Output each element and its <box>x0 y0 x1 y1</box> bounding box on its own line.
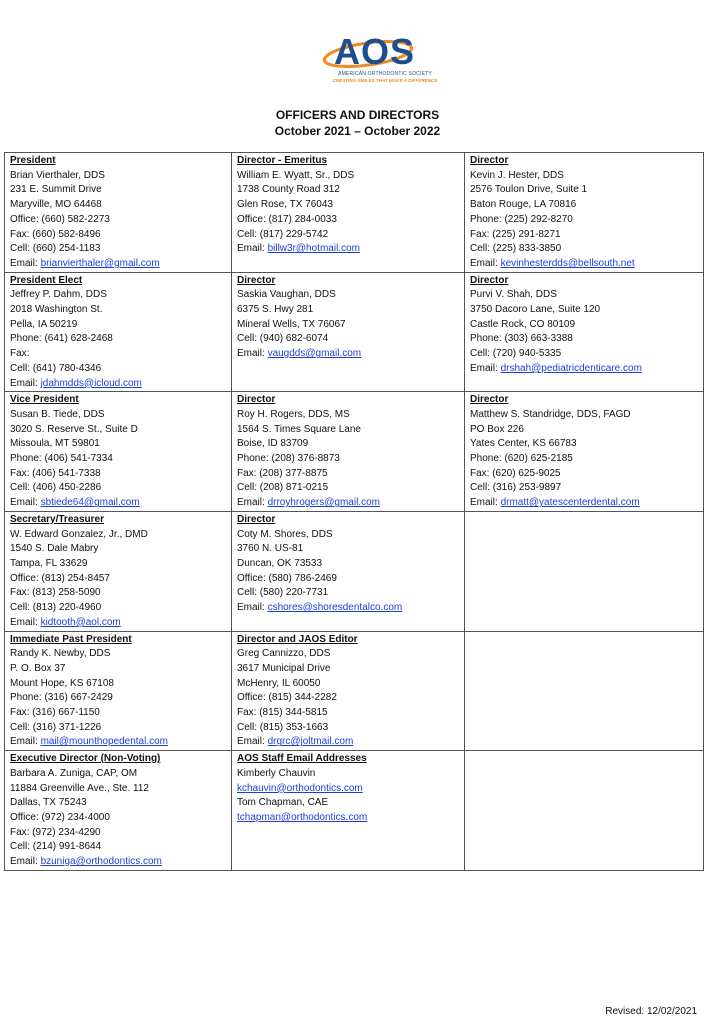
info-line: Cell: (940) 682-6074 <box>237 333 329 345</box>
email-label: Email: <box>470 362 501 374</box>
info-line: Office: (580) 786-2469 <box>237 572 337 584</box>
info-line: 1540 S. Dale Mabry <box>10 543 99 555</box>
staff-name: Kimberly Chauvin <box>237 767 316 779</box>
info-line: Fax: (316) 667-1150 <box>10 707 100 719</box>
info-line: Fax: (620) 625-9025 <box>470 467 561 479</box>
info-line: P. O. Box 37 <box>10 662 66 674</box>
info-line: Cell: (720) 940-5335 <box>470 348 562 360</box>
info-line: Cell: (214) 991-8644 <box>10 841 102 853</box>
info-line: Susan B. Tiede, DDS <box>10 408 105 420</box>
role-title: Director <box>470 394 509 406</box>
info-line: Pella, IA 50219 <box>10 318 78 330</box>
role-title: Director and JAOS Editor <box>237 633 358 645</box>
email-link[interactable]: jdahmdds@icloud.com <box>40 377 142 389</box>
email-line <box>470 257 698 272</box>
email-link[interactable]: brianvierthaler@gmail.com <box>40 257 160 269</box>
role-title: President <box>10 155 56 166</box>
info-line: Duncan, OK 73533 <box>237 557 323 569</box>
info-line: 3617 Municipal Drive <box>237 662 331 674</box>
info-line: Saskia Vaughan, DDS <box>237 289 336 301</box>
info-line: Phone: (406) 541-7334 <box>10 453 113 465</box>
email-link[interactable]: drshah@pediatricdenticare.com <box>500 362 642 374</box>
info-line: Glen Rose, TX 76043 <box>237 199 333 211</box>
email-label: Email: <box>470 497 501 509</box>
table-row <box>5 153 704 273</box>
info-line: William E. Wyatt, Sr., DDS <box>237 169 355 181</box>
info-line: 11884 Greenville Ave., Ste. 112 <box>10 782 149 794</box>
email-link[interactable]: kidtooth@aol.com <box>40 616 121 628</box>
officer-cell <box>465 392 704 512</box>
staff-email-line <box>237 782 459 797</box>
info-line: Fax: (660) 582-8496 <box>10 228 101 240</box>
info-line: 231 E. Summit Drive <box>10 184 102 196</box>
table-row <box>5 392 704 512</box>
staff-cell <box>232 751 465 871</box>
logo-society-name: AMERICAN ORTHODONTIC SOCIETY <box>338 71 432 77</box>
email-link[interactable]: drgrc@joltmail.com <box>267 736 354 748</box>
table-row <box>5 631 704 751</box>
email-label: Email: <box>237 243 268 255</box>
info-line: Roy H. Rogers, DDS, MS <box>237 408 350 420</box>
officer-cell <box>5 631 232 751</box>
info-line: Matthew S. Standridge, DDS, FAGD <box>470 408 631 420</box>
info-line: Yates Center, KS 66783 <box>470 438 577 450</box>
role-title: Director - Emeritus <box>237 155 328 166</box>
info-line: Cell: (813) 220-4960 <box>10 602 102 614</box>
email-line <box>10 257 226 272</box>
info-line: Mount Hope, KS 67108 <box>10 677 114 689</box>
empty-cell <box>465 631 704 751</box>
info-line: Randy K. Newby, DDS <box>10 648 111 660</box>
role-title: Director <box>470 274 509 286</box>
info-line: Baton Rouge, LA 70816 <box>470 199 577 211</box>
table-row <box>5 751 704 871</box>
email-line <box>10 616 226 631</box>
table-row <box>5 272 704 392</box>
info-line: Kevin J. Hester, DDS <box>470 169 564 181</box>
info-line: Phone: (641) 628-2468 <box>10 333 113 345</box>
info-line: Cell: (817) 229-5742 <box>237 228 329 240</box>
role-title: Vice President <box>10 394 79 406</box>
info-line: Office: (815) 344-2282 <box>237 692 337 704</box>
email-link[interactable]: vaugdds@gmail.com <box>267 348 362 360</box>
info-line: Boise, ID 83709 <box>237 438 309 450</box>
page-title: OFFICERS AND DIRECTORS <box>275 108 440 122</box>
info-line: Cell: (225) 833-3850 <box>470 243 562 255</box>
info-line: Fax: (972) 234-4290 <box>10 826 101 838</box>
info-line: 3750 Dacoro Lane, Suite 120 <box>470 304 601 316</box>
info-line: 1564 S. Times Square Lane <box>237 423 361 435</box>
officer-cell <box>5 272 232 392</box>
email-label: Email: <box>10 736 41 748</box>
email-line <box>10 855 226 870</box>
empty-cell <box>465 511 704 631</box>
officer-cell <box>465 153 704 273</box>
info-line: Mineral Wells, TX 76067 <box>237 318 346 330</box>
info-line: Phone: (208) 376-8873 <box>237 453 340 465</box>
info-line: W. Edward Gonzalez, Jr., DMD <box>10 528 148 540</box>
role-title: President Elect <box>10 274 83 286</box>
info-line: 1738 County Road 312 <box>237 184 340 196</box>
officer-cell <box>5 751 232 871</box>
email-label: Email: <box>10 497 41 509</box>
info-line: Brian Vierthaler, DDS <box>10 169 105 181</box>
role-title: Director <box>237 513 276 525</box>
info-line: Castle Rock, CO 80109 <box>470 318 576 330</box>
email-line <box>10 735 226 750</box>
officer-cell <box>5 153 232 273</box>
info-line: Fax: (813) 258-5090 <box>10 587 101 599</box>
info-line: Coty M. Shores, DDS <box>237 528 333 540</box>
email-link[interactable]: drmatt@yatescenterdental.com <box>500 497 640 509</box>
empty-cell <box>465 751 704 871</box>
email-link[interactable]: sbtiede64@gmail.com <box>40 497 140 509</box>
officer-cell <box>5 511 232 631</box>
info-line: Fax: (815) 344-5815 <box>237 707 328 719</box>
info-line: Cell: (406) 450-2286 <box>10 482 102 494</box>
email-label: Email: <box>237 348 268 360</box>
info-line: Cell: (660) 254-1183 <box>10 243 101 255</box>
email-label: Email: <box>237 602 268 614</box>
email-label: Email: <box>10 257 41 269</box>
role-title: AOS Staff Email Addresses <box>237 753 367 765</box>
aos-logo <box>320 30 438 96</box>
info-line: Cell: (580) 220-7731 <box>237 587 329 599</box>
table-row <box>5 511 704 631</box>
email-link[interactable]: kchauvin@orthodontics.com <box>237 782 363 794</box>
role-title: Director <box>470 155 509 166</box>
info-line: Dallas, TX 75243 <box>10 797 87 809</box>
email-link[interactable]: tchapman@orthodontics.com <box>237 811 368 823</box>
info-line: Fax: (225) 291-8271 <box>470 228 561 240</box>
info-line: Phone: (303) 663-3388 <box>470 333 573 345</box>
email-label: Email: <box>237 497 268 509</box>
email-label: Email: <box>10 377 41 389</box>
role-title: Executive Director (Non-Voting) <box>10 753 161 765</box>
aos-logo-mark <box>320 30 438 70</box>
info-line: Cell: (316) 371-1226 <box>10 721 102 733</box>
staff-email-line <box>237 811 459 826</box>
info-line: Office: (813) 254-8457 <box>10 572 110 584</box>
role-title: Secretary/Treasurer <box>10 513 104 525</box>
info-line: 2576 Toulon Drive, Suite 1 <box>470 184 588 196</box>
email-line <box>10 377 226 392</box>
email-link[interactable]: cshores@shoresdentalco.com <box>267 602 403 614</box>
email-link[interactable]: bzuniga@orthodontics.com <box>40 856 162 868</box>
email-line <box>10 496 226 511</box>
email-link[interactable]: drroyhrogers@gmail.com <box>267 497 380 509</box>
info-line: Phone: (316) 667-2429 <box>10 692 113 704</box>
email-label: Email: <box>10 616 41 628</box>
email-link[interactable]: mail@mounthopedental.com <box>40 736 169 748</box>
email-line <box>237 347 459 362</box>
officer-cell <box>232 153 465 273</box>
info-line: 3020 S. Reserve St., Suite D <box>10 423 138 435</box>
officer-cell <box>232 392 465 512</box>
officer-cell <box>232 511 465 631</box>
email-line <box>470 362 698 377</box>
info-line: Tampa, FL 33629 <box>10 557 88 569</box>
officer-cell <box>465 272 704 392</box>
email-label: Email: <box>470 257 501 269</box>
page-subtitle: October 2021 – October 2022 <box>274 124 441 138</box>
info-line: Fax: (406) 541-7338 <box>10 467 101 479</box>
info-line: Office: (817) 284-0033 <box>237 213 337 225</box>
info-line: Cell: (208) 871-0215 <box>237 482 329 494</box>
email-link[interactable]: kevinhesterdds@bellsouth.net <box>500 257 635 269</box>
email-label: Email: <box>10 856 41 868</box>
email-line <box>237 735 459 750</box>
info-line: Cell: (316) 253-9897 <box>470 482 562 494</box>
staff-name: Tom Chapman, CAE <box>237 797 329 809</box>
role-title: Director <box>237 274 276 286</box>
officer-cell <box>232 272 465 392</box>
info-line: Phone: (225) 292-8270 <box>470 213 573 225</box>
info-line: Barbara A. Zuniga, CAP, OM <box>10 767 138 779</box>
info-line: Cell: (641) 780-4346 <box>10 362 102 374</box>
info-line: McHenry, IL 60050 <box>237 677 321 689</box>
info-line: Greg Cannizzo, DDS <box>237 648 331 660</box>
email-line <box>237 601 459 616</box>
info-line: Jeffrey P. Dahm, DDS <box>10 289 107 301</box>
officers-table <box>4 152 704 871</box>
info-line: Phone: (620) 625-2185 <box>470 453 573 465</box>
info-line: Fax: (208) 377-8875 <box>237 467 328 479</box>
info-line: 6375 S. Hwy 281 <box>237 304 314 316</box>
logo-tagline: CREATING SMILES THAT MAKE A DIFFERENCE <box>332 78 438 83</box>
info-line: 2018 Washington St. <box>10 304 103 316</box>
email-line <box>237 496 459 511</box>
info-line: Cell: (815) 353-1663 <box>237 721 329 733</box>
info-line: Purvi V. Shah, DDS <box>470 289 557 301</box>
info-line: Missoula, MT 59801 <box>10 438 100 450</box>
role-title: Immediate Past President <box>10 633 132 645</box>
officer-cell <box>232 631 465 751</box>
email-link[interactable]: billw3r@hotmail.com <box>267 243 360 255</box>
logo-mark-text: AOS <box>334 31 416 70</box>
email-label: Email: <box>237 736 268 748</box>
email-line <box>470 496 698 511</box>
officer-cell <box>5 392 232 512</box>
info-line: Maryville, MO 64468 <box>10 199 102 211</box>
info-line: Fax: <box>10 348 30 360</box>
role-title: Director <box>237 394 276 406</box>
revised-date: Revised: 12/02/2021 <box>605 1006 697 1017</box>
email-line <box>237 242 459 257</box>
info-line: 3760 N. US-81 <box>237 543 304 555</box>
info-line: Office: (660) 582-2273 <box>10 213 110 225</box>
info-line: Office: (972) 234-4000 <box>10 811 110 823</box>
info-line: PO Box 226 <box>470 423 524 435</box>
